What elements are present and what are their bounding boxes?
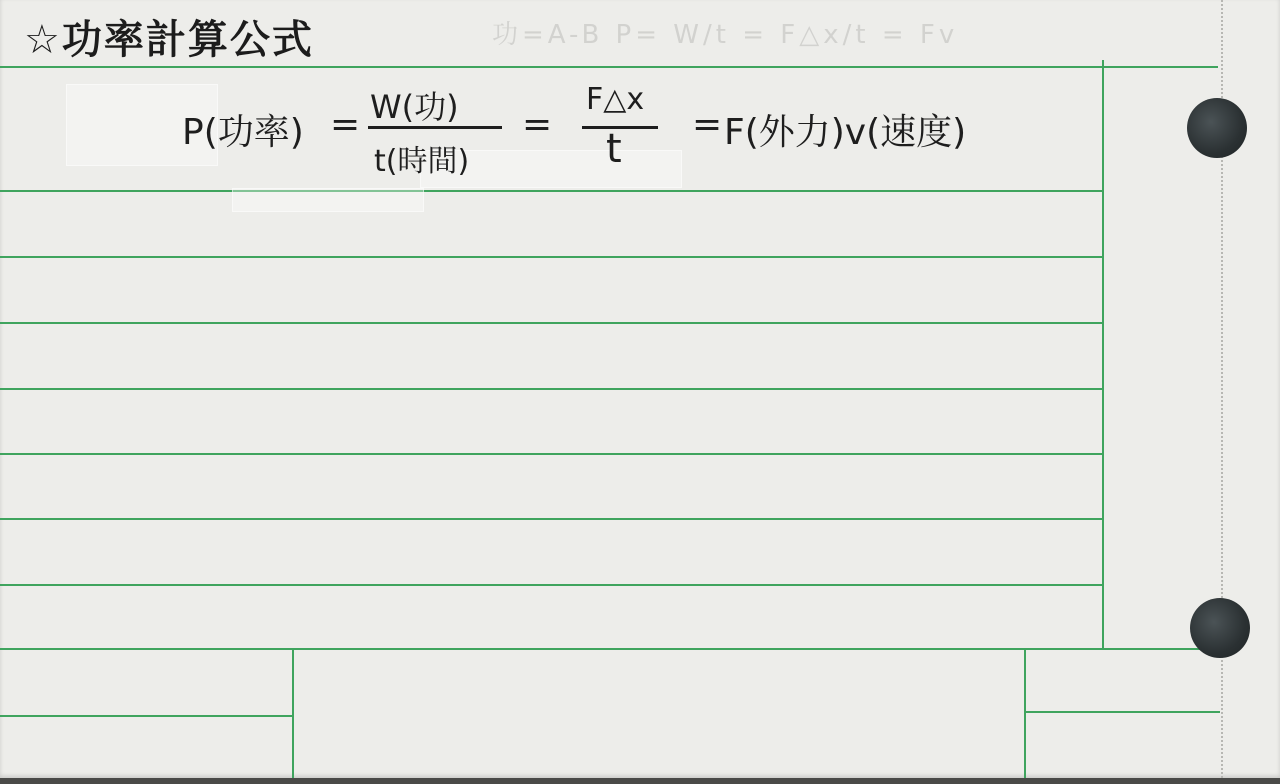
formula-equals: = bbox=[692, 104, 723, 145]
ruled-line bbox=[0, 715, 294, 717]
ruled-line bbox=[0, 256, 1102, 258]
ruled-line bbox=[0, 322, 1102, 324]
ruled-line bbox=[0, 66, 1218, 68]
fraction1-denominator: t(時間) bbox=[374, 144, 470, 179]
margin-line bbox=[1102, 60, 1104, 650]
fraction1-bar bbox=[368, 126, 502, 129]
cell-divider bbox=[1024, 650, 1026, 778]
fraction2-numerator: F△x bbox=[586, 82, 645, 117]
ruled-line bbox=[0, 453, 1102, 455]
ruled-line bbox=[0, 190, 1102, 192]
ruled-line bbox=[0, 648, 1218, 650]
punch-hole-top bbox=[1187, 98, 1247, 158]
correction-tape bbox=[232, 188, 424, 212]
punch-hole-bottom bbox=[1190, 598, 1250, 658]
cell-divider bbox=[292, 650, 294, 778]
formula-equals: = bbox=[330, 104, 361, 145]
table-surface bbox=[0, 778, 1280, 784]
fraction1-numerator: W(功) bbox=[370, 88, 459, 126]
ruled-line bbox=[0, 518, 1102, 520]
formula-lhs: P(功率) bbox=[182, 112, 304, 153]
ruled-line bbox=[0, 388, 1102, 390]
ruled-line bbox=[1024, 711, 1220, 713]
card-title: ☆功率計算公式 bbox=[24, 17, 314, 63]
faint-ghost-text: 功=A-B P= W/t = F△x/t = Fv bbox=[492, 20, 959, 50]
formula-rhs: F(外力)v(速度) bbox=[724, 112, 967, 153]
ruled-line bbox=[0, 584, 1102, 586]
formula-equals: = bbox=[522, 104, 553, 145]
fraction2-denominator: t bbox=[606, 126, 622, 172]
